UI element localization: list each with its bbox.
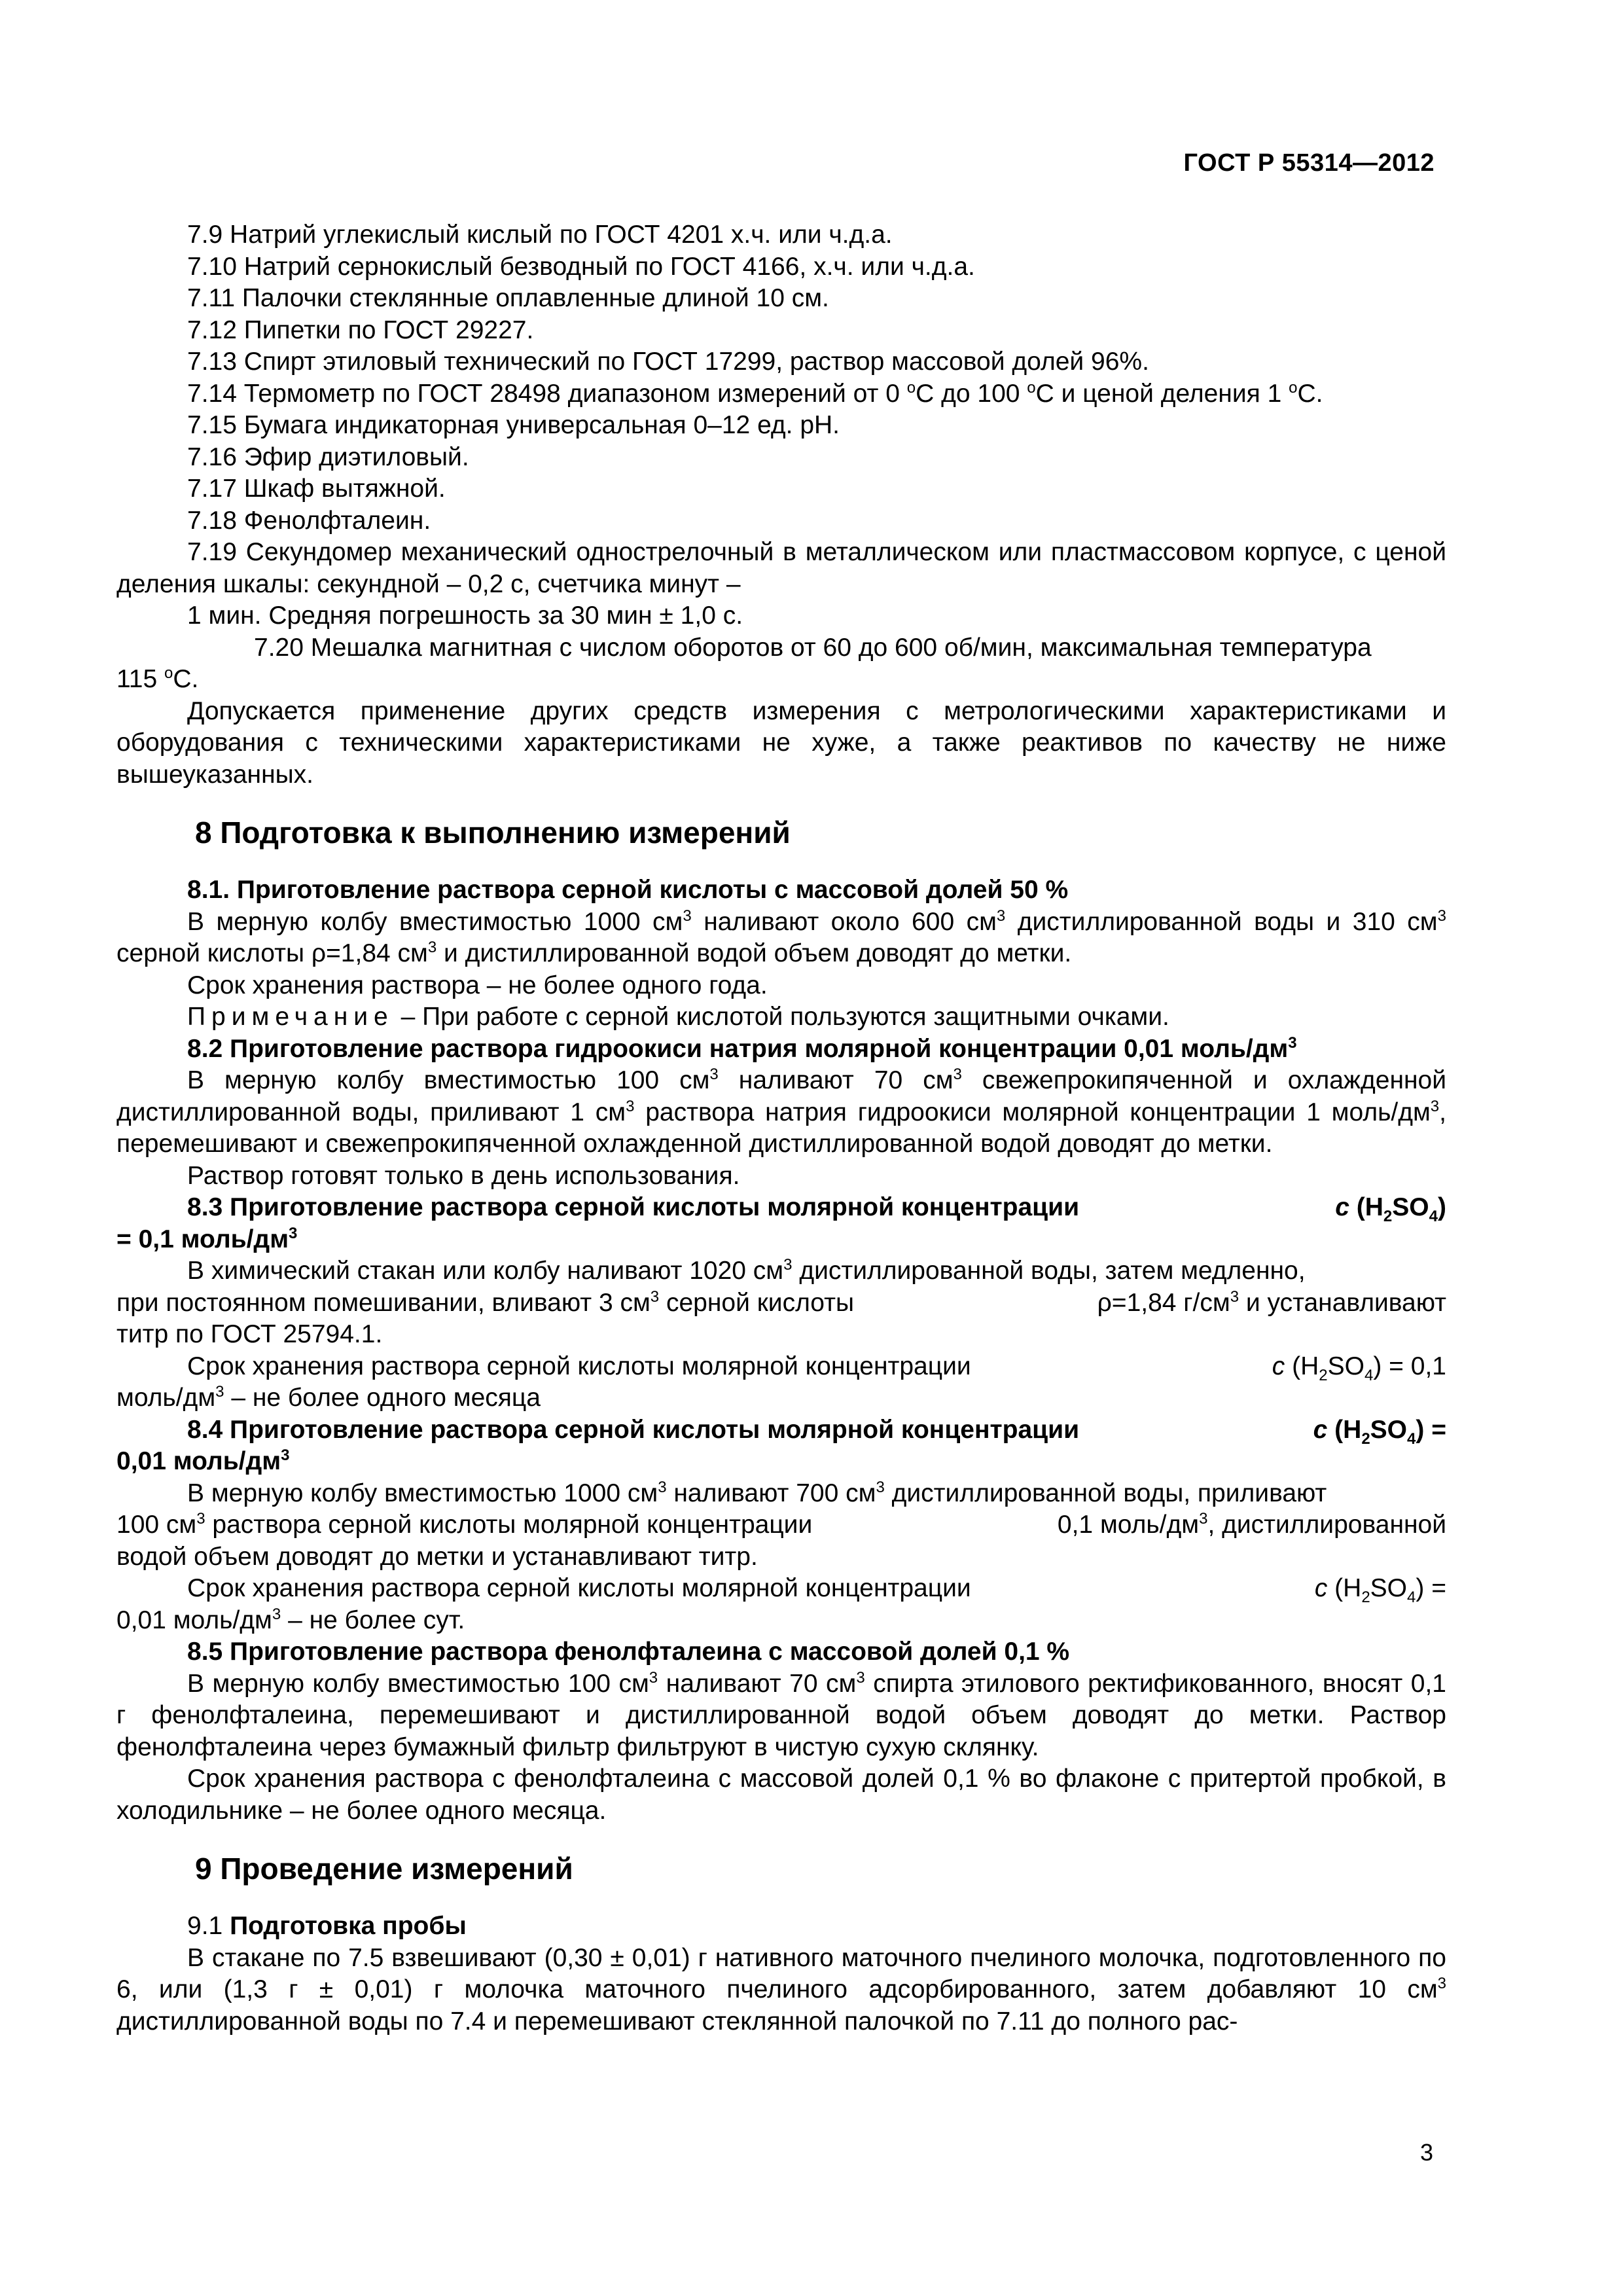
section-8-4-text: В мерную колбу вместимостью 1000 $см^3$ наливают 700 $см^3$ дистиллированной воды, приливают: [187, 1478, 1327, 1507]
section-9-1-title: 9.1 Подготовка пробы: [187, 1912, 467, 1940]
section-8-5-text: В мерную колбу вместимостью 100 $см^3$ наливают 70 $см^3$ спирта этилового ректификованного, вносят 0,1 г фенолфталеина, перемешивают и дистиллированной водой объем доводят до метки. Раствор фенолфталеина через бумажный фильтр фильтруют в чистую сухую склянку.: [116, 1668, 1446, 1761]
item-7-12: 7.12 Пипетки по ГОСТ 29227.: [187, 315, 534, 344]
section-8-3-text-line3: титр по ГОСТ 25794.1.: [116, 1320, 383, 1348]
section-8-4-title: 8.4 Приготовление раствора серной кислоты молярной концентрации c $(H_2SO_4)$ =: [187, 1415, 1446, 1448]
section-8-1-text: В мерную колбу вместимостью 1000 $см^3$ наливают около 600 $см^3$ дистиллированной воды и 310 $см^3$ серной кислоты ρ=1,84 $см^3$ и дистиллированной водой объем доводят до метки.: [116, 906, 1446, 967]
page-number: 3: [1419, 2139, 1433, 2166]
section-8-1-storage: Срок хранения раствора – не более одного года.: [187, 971, 768, 999]
item-7-19: 7.19 Секундомер механический однострелочный в металлическом или пластмассовом корпусе, с ценой деления шкалы: секундной – 0,2 с, счетчика минут –: [116, 538, 1446, 598]
item-7-16: 7.16 Эфир диэтиловый.: [187, 442, 469, 471]
document-header: ГОСТ Р 55314—2012: [1183, 149, 1435, 177]
section-8-3-storage: Срок хранения раствора серной кислоты молярной концентрации c $(H_2SO_4) = 0,1$: [187, 1352, 1446, 1384]
section-8-2-usage: Раствор готовят только в день использования.: [187, 1161, 740, 1190]
section-8-4-text-line3: водой объем доводят до метки и устанавливают титр.: [116, 1542, 758, 1571]
item-7-13: 7.13 Спирт этиловый технический по ГОСТ 17299, раствор массовой долей 96%.: [187, 348, 1149, 376]
item-7-20-cont: 115 $^o$С.: [116, 664, 199, 693]
item-7-10: 7.10 Натрий сернокислый безводный по ГОСТ 4166, х.ч. или ч.д.а.: [187, 252, 975, 281]
section-9-1-text: В стакане по 7.5 взвешивают (0,30 ± 0,01) г нативного маточного пчелиного молочка, подготовленного по 6, или (1,3 г ± 0,01) г молочка маточного пчелиного адсорбированного, затем добавляют 10 $см^3$ дистиллированной воды по 7.4 и перемешивают стеклянной палочкой по 7.11 до полного рас-: [116, 1943, 1446, 2036]
section-8-4-storage: Срок хранения раствора серной кислоты молярной концентрации c $(H_2SO_4)$ =: [187, 1574, 1446, 1606]
section-8-5-title: 8.5 Приготовление раствора фенолфталеина с массовой долей 0,1 %: [187, 1638, 1070, 1666]
item-7-18: 7.18 Фенолфталеин.: [187, 506, 431, 535]
section-8-heading: 8 Подготовка к выполнению измерений: [195, 816, 791, 850]
allowance-paragraph: Допускается применение других средств измерения с метрологическими характеристиками и оборудования с техническими характеристиками не хуже, а также реактивов по качеству не ниже вышеуказанных.: [116, 696, 1446, 789]
item-7-9: 7.9 Натрий углекислый кислый по ГОСТ 4201 х.ч. или ч.д.а.: [187, 221, 893, 249]
section-8-1-note: Примечание – При работе с серной кислотой пользуются защитными очками.: [187, 1003, 1169, 1031]
section-8-3-title: 8.3 Приготовление раствора серной кислоты молярной концентрации c $(H_2SO_4)$: [187, 1193, 1446, 1225]
item-7-11: 7.11 Палочки стеклянные оплавленные длиной 10 см.: [187, 284, 829, 312]
item-7-15: 7.15 Бумага индикаторная универсальная 0–12 ед. pH.: [187, 411, 840, 439]
section-8-2-text: В мерную колбу вместимостью 100 $см^3$ наливают 70 $см^3$ свежепрокипяченной и охлажденной дистиллированной воды, приливают 1 $см^3$ раствора натрия гидроокиси молярной концентрации 1 моль/$дм^3$, перемешивают и свежепрокипяченной охлажденной дистиллированной водой доводят до метки.: [116, 1066, 1446, 1158]
note-label: Примечание: [187, 1003, 394, 1031]
item-7-14: 7.14 Термометр по ГОСТ 28498 диапазоном измерений от 0 $^o$С до 100 $^o$С и ценой деления 1 $^o$С.: [187, 378, 1323, 408]
section-8-1-title: 8.1. Приготовление раствора серной кислоты с массовой долей 50 %: [187, 876, 1069, 904]
section-8-3-storage-cont: моль/$дм^3$ – не более одного месяца: [116, 1383, 541, 1412]
section-8-3-title-cont: = 0,1 моль/$дм^3$: [116, 1224, 298, 1253]
section-8-3-text-line2: при постоянном помешивании, вливают 3 $см^3$ серной кислоты ρ=1,84 $г/см^3$ и устанавливают: [116, 1287, 1446, 1317]
item-7-19-cont: 1 мин. Средняя погрешность за 30 мин ± 1,0 с.: [187, 601, 743, 630]
section-8-2-title: 8.2 Приготовление раствора гидроокиси натрия молярной концентрации 0,01 моль/$дм^3$: [187, 1033, 1297, 1063]
section-8-5-storage: Срок хранения раствора с фенолфталеина с массовой долей 0,1 % во флаконе с притертой пробкой, в холодильнике – не более одного месяца.: [116, 1765, 1446, 1825]
section-8-4-title-cont: 0,01 моль/$дм^3$: [116, 1446, 290, 1475]
section-8-4-storage-cont: 0,01 моль/$дм^3$ – не более сут.: [116, 1605, 465, 1634]
section-9-heading: 9 Проведение измерений: [195, 1852, 573, 1886]
document-body: [116, 219, 1446, 2037]
item-7-20: 7.20 Мешалка магнитная с числом оборотов от 60 до 600 об/мин, максимальная температура: [254, 633, 1372, 662]
section-8-3-text: В химический стакан или колбу наливают 1020 $см^3$ дистиллированной воды, затем медленно,: [187, 1256, 1306, 1285]
section-8-4-text-line2: 100 $см^3$ раствора серной кислоты молярной концентрации 0,1 моль/$дм^3$, дистиллированной: [116, 1510, 1446, 1539]
item-7-17: 7.17 Шкаф вытяжной.: [187, 475, 446, 503]
